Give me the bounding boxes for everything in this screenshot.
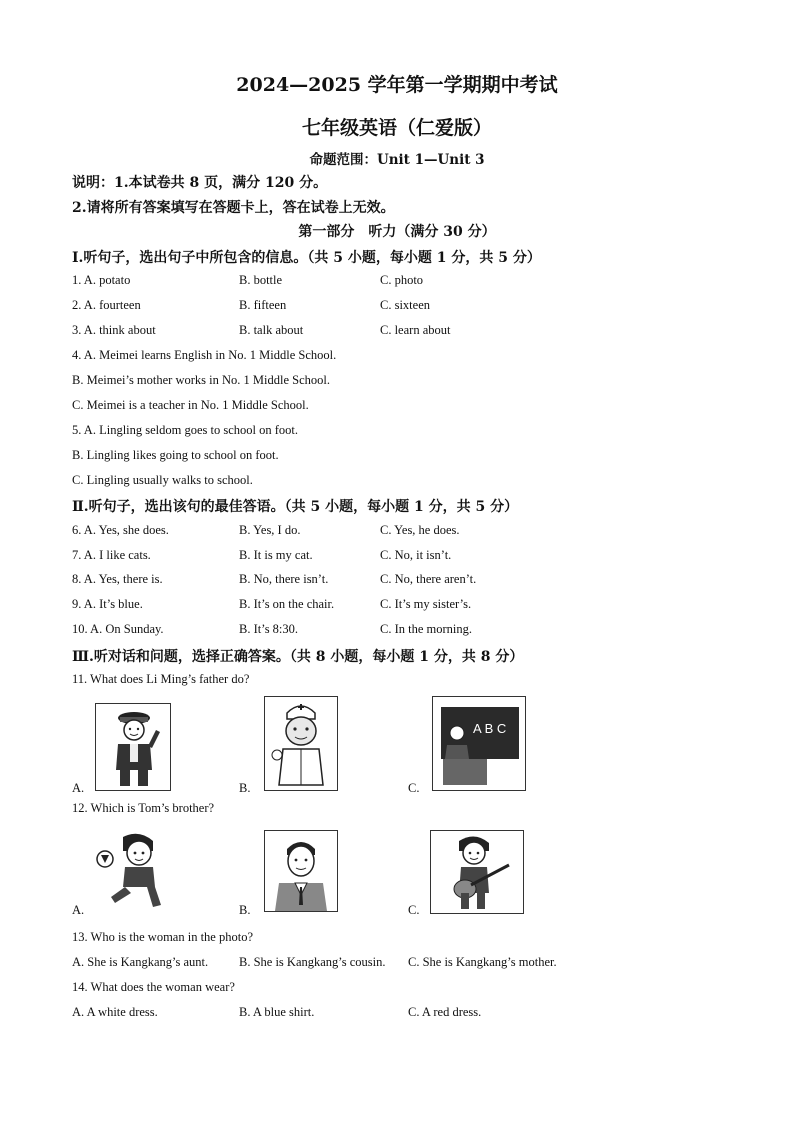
note-1: 说明：1.本试卷共 8 页，满分 120 分。 <box>72 175 328 191</box>
q7-option-a: 7. A. I like cats. <box>72 548 151 562</box>
q5-option-b: B. Lingling likes going to school on foot. <box>72 448 279 462</box>
q2-option-b: B. fifteen <box>239 298 287 312</box>
q11-question: 11. What does Li Ming’s father do? <box>72 672 250 686</box>
q3-option-c: C. learn about <box>380 323 451 337</box>
q4-option-c: C. Meimei is a teacher in No. 1 Middle School. <box>72 398 309 412</box>
q13-question: 13. Who is the woman in the photo? <box>72 930 253 944</box>
q1-option-b: B. bottle <box>239 273 283 287</box>
q13-option-a: A. She is Kangkang’s aunt. <box>72 955 209 969</box>
q12-label-b: B. <box>239 903 251 917</box>
q8-option-c: C. No, there aren’t. <box>380 572 477 586</box>
q1-option-c: C. photo <box>380 273 424 287</box>
q7-option-c: C. No, it isn’t. <box>380 548 452 562</box>
q9-option-a: 9. A. It’s blue. <box>72 597 143 611</box>
q10-option-b: B. It’s 8:30. <box>239 622 299 636</box>
q3-option-a: 3. A. think about <box>72 323 156 337</box>
q12-label-a: A. <box>72 903 85 917</box>
q3-option-b: B. talk about <box>239 323 304 337</box>
q2-option-c: C. sixteen <box>380 298 430 312</box>
board-text: A B C <box>473 721 507 736</box>
q11-label-a: A. <box>72 781 85 795</box>
q8-option-b: B. No, there isn’t. <box>239 572 329 586</box>
q14-option-c: C. A red dress. <box>408 1005 482 1019</box>
q6-option-c: C. Yes, he does. <box>380 523 460 537</box>
note-2: 2.请将所有答案填写在答题卡上，答在试卷上无效。 <box>72 200 395 216</box>
q7-option-b: B. It is my cat. <box>239 548 313 562</box>
q5-option-a: 5. A. Lingling seldom goes to school on foot. <box>72 423 299 437</box>
q2-option-a: 2. A. fourteen <box>72 298 141 312</box>
soccer-boy-picture <box>94 830 172 912</box>
q10-option-c: C. In the morning. <box>380 622 473 636</box>
teacher-picture <box>432 696 526 791</box>
q11-label-b: B. <box>239 781 251 795</box>
q9-option-c: C. It’s my sister’s. <box>380 597 472 611</box>
doctor-picture <box>264 696 338 791</box>
part1-title: 第一部分 听力（满分 30 分） <box>298 224 496 240</box>
q6-option-b: B. Yes, I do. <box>239 523 301 537</box>
q13-option-c: C. She is Kangkang’s mother. <box>408 955 557 969</box>
q13-option-b: B. She is Kangkang’s cousin. <box>239 955 386 969</box>
exam-subtitle: 七年级英语（仁爱版） <box>301 117 492 139</box>
q12-label-c: C. <box>408 903 420 917</box>
exam-title: 2024—2025 学年第一学期期中考试 <box>236 74 558 96</box>
police-officer-picture <box>95 703 171 791</box>
q4-option-b: B. Meimei’s mother works in No. 1 Middle School. <box>72 373 330 387</box>
q6-option-a: 6. A. Yes, she does. <box>72 523 169 537</box>
q14-question: 14. What does the woman wear? <box>72 980 235 994</box>
q14-option-b: B. A blue shirt. <box>239 1005 315 1019</box>
q9-option-b: B. It’s on the chair. <box>239 597 335 611</box>
guitar-boy-picture <box>430 830 524 914</box>
exam-scope: 命题范围：Unit 1—Unit 3 <box>309 152 485 168</box>
q8-option-a: 8. A. Yes, there is. <box>72 572 163 586</box>
section3-title: Ⅲ.听对话和问题，选择正确答案。（共 8 小题，每小题 1 分，共 8 分） <box>72 649 524 665</box>
q10-option-a: 10. A. On Sunday. <box>72 622 164 636</box>
q12-question: 12. Which is Tom’s brother? <box>72 801 215 815</box>
section2-title: Ⅱ.听句子，选出该句的最佳答语。（共 5 小题，每小题 1 分，共 5 分） <box>72 499 519 515</box>
q5-option-c: C. Lingling usually walks to school. <box>72 473 253 487</box>
q1-option-a: 1. A. potato <box>72 273 131 287</box>
q4-option-a: 4. A. Meimei learns English in No. 1 Middle School. <box>72 348 337 362</box>
q14-option-a: A. A white dress. <box>72 1005 158 1019</box>
section1-title: Ⅰ.听句子，选出句子中所包含的信息。（共 5 小题，每小题 1 分，共 5 分） <box>72 250 541 266</box>
q11-label-c: C. <box>408 781 420 795</box>
businessman-picture <box>264 830 338 912</box>
